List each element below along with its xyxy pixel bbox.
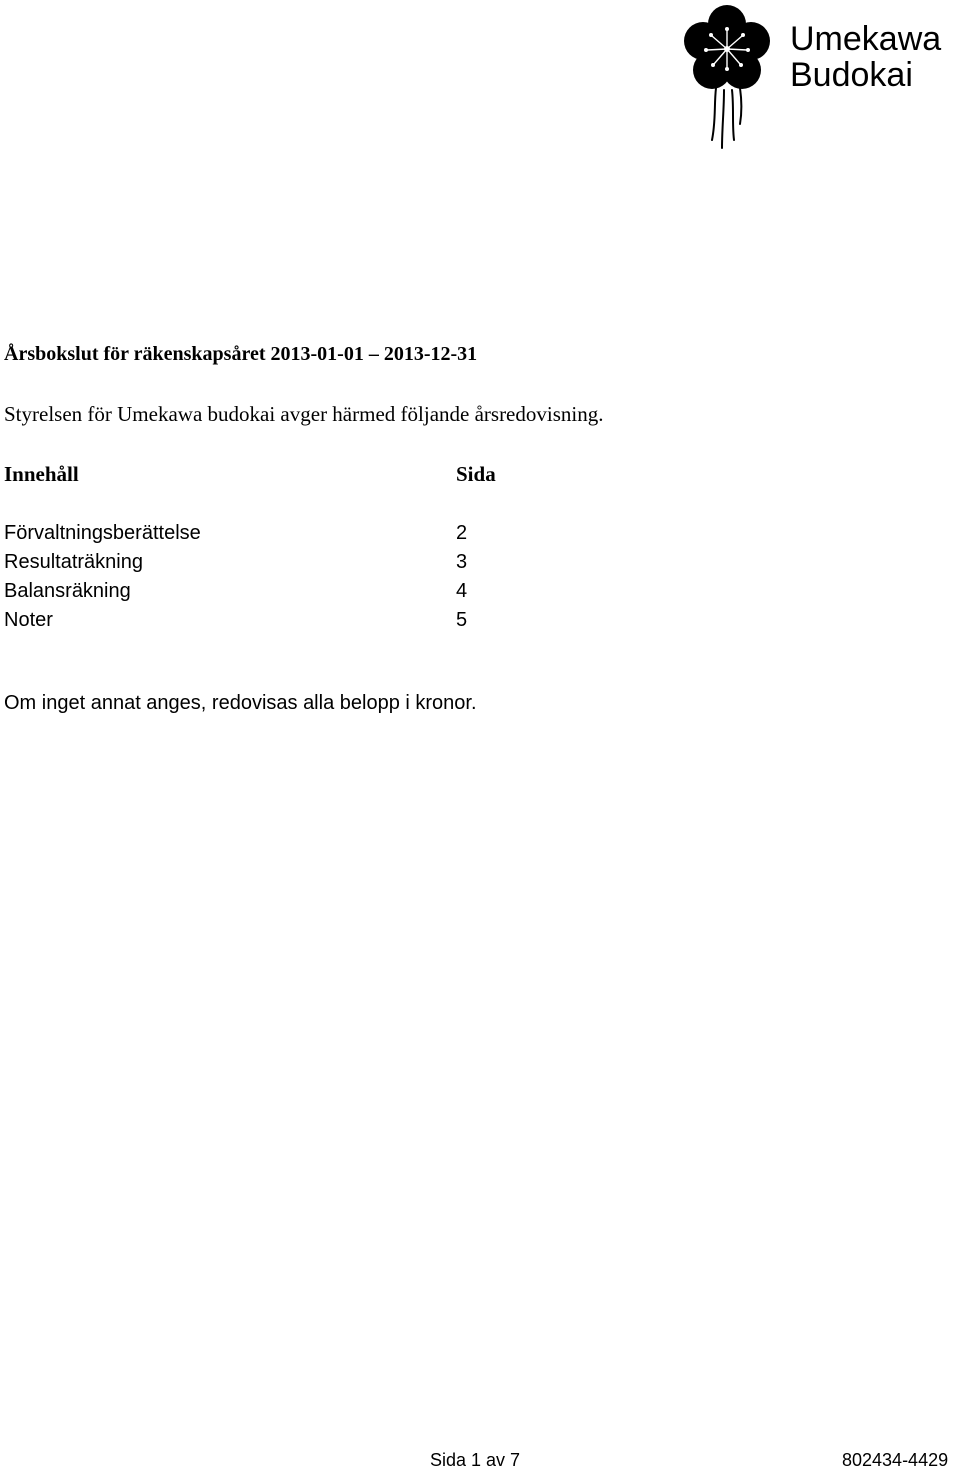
toc-heading: Innehåll [4, 462, 79, 486]
toc-item-page: 3 [456, 551, 468, 573]
toc-page-heading: Sida [456, 462, 496, 486]
brand-name-line1: Umekawa [790, 20, 942, 58]
toc-item-label: Noter [4, 609, 53, 631]
footer-page-number: Sida 1 av 7 [430, 1450, 521, 1470]
plum-blossom-icon [684, 5, 770, 148]
toc-item-label: Resultaträkning [4, 551, 143, 573]
intro-text: Styrelsen för Umekawa budokai avger härmed följande årsredovisning. [4, 402, 604, 426]
table-of-contents [4, 519, 564, 635]
toc-item-balansrakning [4, 577, 564, 606]
toc-item-noter [4, 606, 564, 635]
toc-item-page: 2 [456, 522, 468, 544]
toc-item-label: Förvaltningsberättelse [4, 522, 201, 544]
brand-name-line2: Budokai [790, 56, 913, 94]
umekawa-budokai-logo [672, 0, 960, 152]
document-title: Årsbokslut för räkenskapsåret 2013-01-01 – 2013-12-31 [4, 343, 478, 365]
toc-item-page: 4 [456, 580, 468, 602]
footer-org-number: 802434-4429 [842, 1450, 949, 1470]
toc-item-label: Balansräkning [4, 580, 131, 602]
toc-item-resultatrakning [4, 548, 564, 577]
toc-item-forvaltningsberattelse [4, 519, 564, 548]
currency-note: Om inget annat anges, redovisas alla belopp i kronor. [4, 692, 477, 714]
toc-item-page: 5 [456, 609, 468, 631]
